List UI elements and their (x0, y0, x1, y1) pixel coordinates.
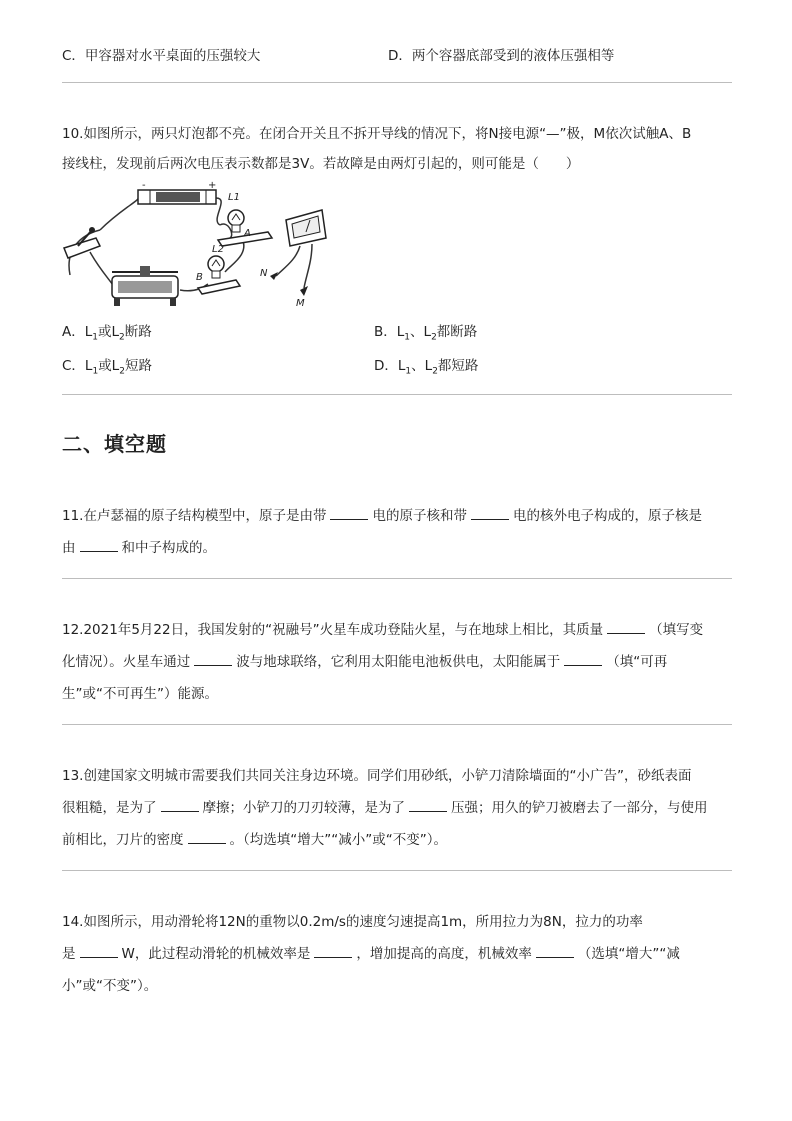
battery-plus-label: + (208, 180, 217, 191)
divider (62, 578, 732, 579)
q9-option-d: D．两个容器底部受到的液体压强相等 (388, 48, 615, 64)
section-title: 二、填空题 (62, 432, 167, 456)
answer-blank[interactable] (161, 798, 199, 812)
circuit-figure (60, 180, 340, 316)
q10-option-a: A．$L_1$或$L_2$断路 (62, 324, 152, 343)
label-m: M (296, 298, 305, 309)
q10-option-d: D．$L_1$、$L_2$都短路 (374, 358, 479, 377)
voltmeter-icon (270, 210, 326, 296)
divider (62, 870, 732, 871)
label-l1: L1 (228, 192, 240, 203)
divider (62, 724, 732, 725)
q12-line2: 化情况）。火星车通过 波与地球联络，它利用太阳能电池板供电，太阳能属于 （填“可再 (62, 654, 668, 670)
q11-line2: 由 和中子构成的。 (62, 540, 216, 556)
answer-blank[interactable] (330, 506, 368, 520)
answer-blank[interactable] (471, 506, 509, 520)
q10-option-c: C．$L_1$或$L_2$短路 (62, 358, 152, 377)
q11-line1: 11.在卢瑟福的原子结构模型中，原子是由带 电的原子核和带 电的核外电子构成的，原子核是 (62, 508, 702, 524)
q13-line1: 13.创建国家文明城市需要我们共同关注身边环境。同学们用砂纸，小铲刀清除墙面的“小广告”，砂纸表面 (62, 768, 692, 784)
q14-line2: 是 W，此过程动滑轮的机械效率是 ，增加提高的高度，机械效率 （选填“增大”“减 (62, 946, 680, 962)
answer-blank[interactable] (194, 652, 232, 666)
q13-line3: 前相比，刀片的密度 。（均选填“增大”“减小”或“不变”）。 (62, 832, 447, 848)
bulb-l2-icon (198, 256, 240, 294)
answer-blank[interactable] (80, 538, 118, 552)
battery-minus-label: - (142, 180, 146, 191)
label-n: N (260, 268, 268, 279)
q10-option-b: B．$L_1$、$L_2$都断路 (374, 324, 478, 343)
q13-line2: 很粗糙，是为了 摩擦；小铲刀的刀刃较薄，是为了 压强；用久的铲刀被磨去了一部分，与使用 (62, 800, 708, 816)
rheostat-icon (112, 266, 178, 306)
q14-line1: 14.如图所示，用动滑轮将12N的重物以0.2m/s的速度匀速提高1m，所用拉力为8N，拉力的功率 (62, 914, 643, 930)
q9-option-c: C．甲容器对水平桌面的压强较大 (62, 48, 261, 64)
answer-blank[interactable] (607, 620, 645, 634)
q10-text-line1: 10.如图所示，两只灯泡都不亮。在闭合开关且不拆开导线的情况下，将N接电源“—”极，M依次试触A、B (62, 126, 692, 142)
answer-blank[interactable] (80, 944, 118, 958)
divider (62, 394, 732, 395)
q12-line1: 12.2021年5月22日，我国发射的“祝融号”火星车成功登陆火星，与在地球上相比，其质量 （填写变 (62, 622, 704, 638)
divider (62, 82, 732, 83)
answer-blank[interactable] (564, 652, 602, 666)
label-l2: L2 (212, 244, 224, 255)
answer-blank[interactable] (188, 830, 226, 844)
q12-line3: 生”或“不可再生”）能源。 (62, 686, 218, 702)
answer-blank[interactable] (536, 944, 574, 958)
answer-blank[interactable] (314, 944, 352, 958)
label-a: A (244, 228, 251, 239)
q10-text-line2: 接线柱，发现前后两次电压表示数都是3V。若故障是由两灯引起的，则可能是（ ） (62, 156, 580, 172)
answer-blank[interactable] (409, 798, 447, 812)
battery-icon (138, 190, 216, 204)
q14-line3: 小”或“不变”）。 (62, 978, 158, 994)
label-b: B (196, 272, 203, 283)
